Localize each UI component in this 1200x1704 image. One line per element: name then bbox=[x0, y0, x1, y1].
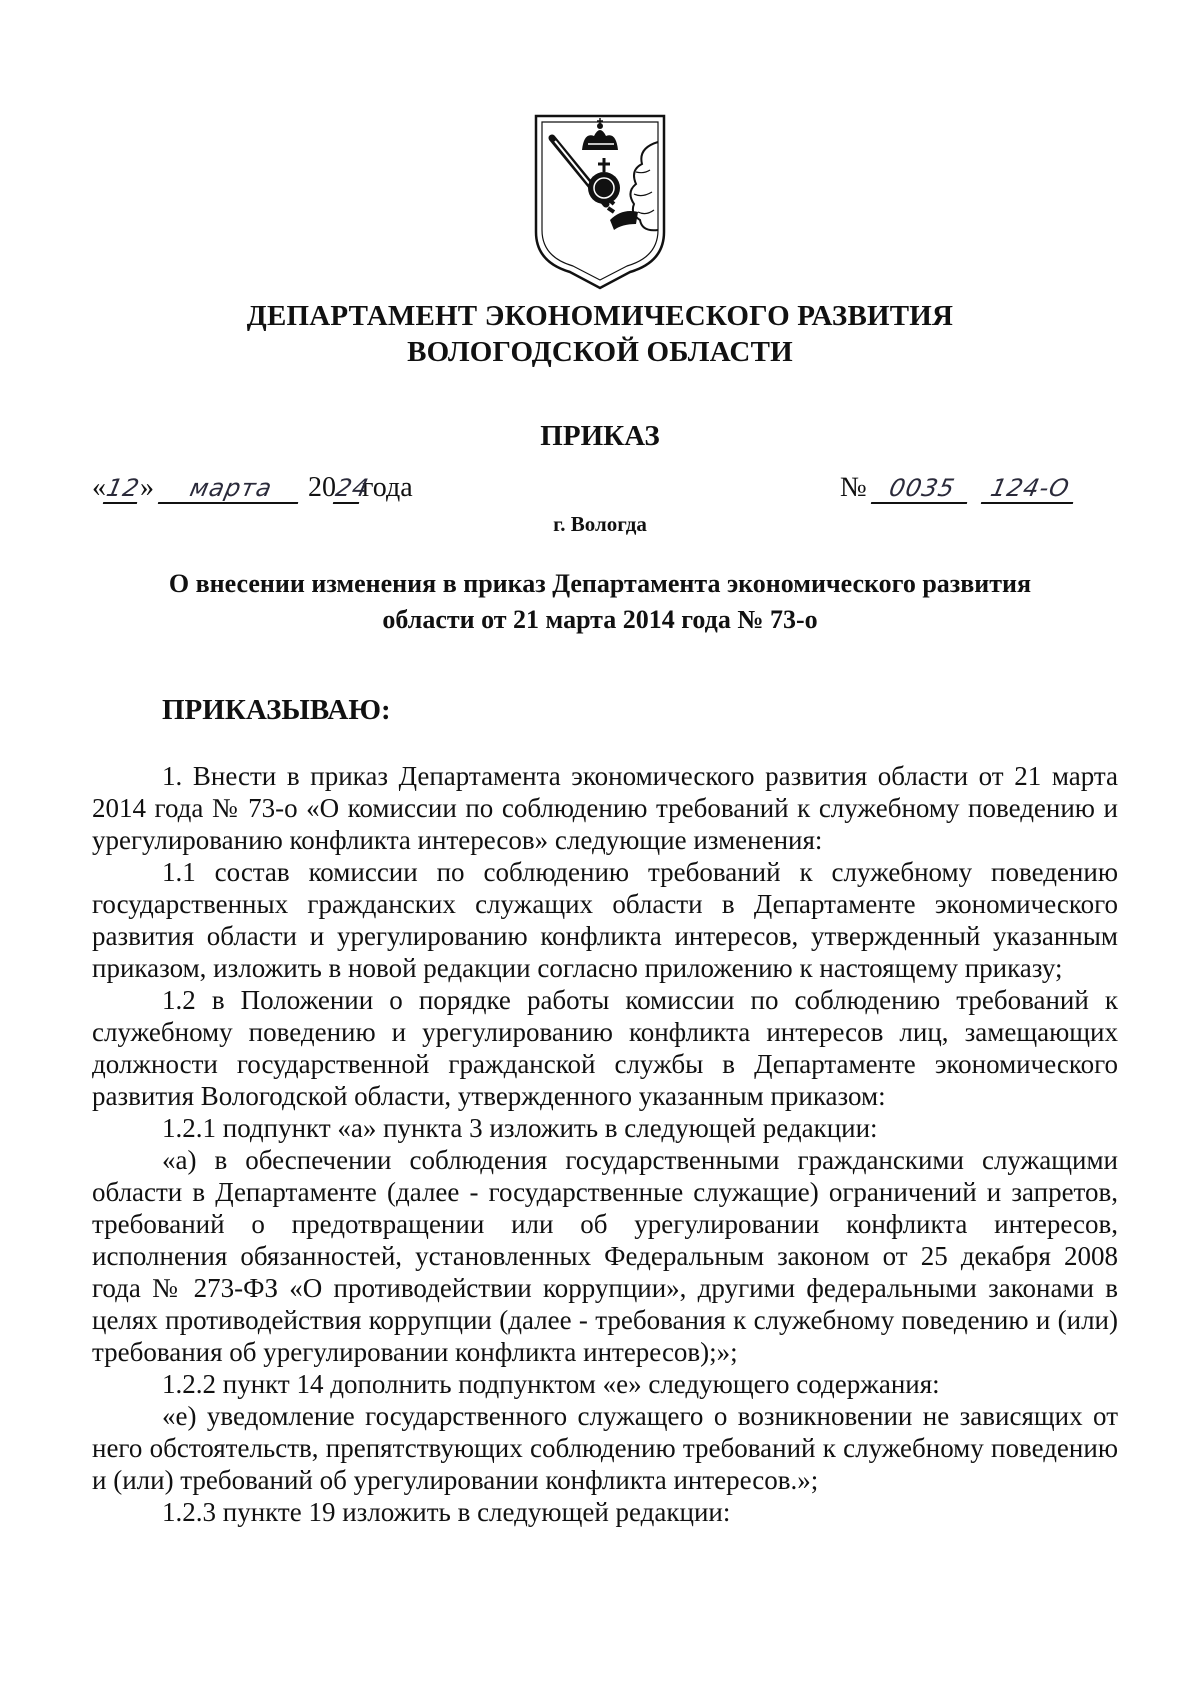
date-year-word: года bbox=[362, 472, 413, 503]
number-sign: № bbox=[840, 472, 867, 503]
date-close-quote: » bbox=[140, 472, 154, 503]
paragraph-1: 1. Внести в приказ Департамента экономического развития области от 21 марта 2014 года № 73-о «О комиссии по соблюдению требований к служебному поведению и урегулированию конфликта интересов» следующие изменения: bbox=[92, 761, 1118, 855]
document-type: ПРИКАЗ bbox=[540, 420, 660, 452]
paragraph-quote-a: «а) в обеспечении соблюдения государственными гражданскими служащими области в Департаменте (далее - государственные служащие) ограничений и запретов, требований о предотвращении или об урегулировании конфликта интересов, исполнения обязанностей, установленных Федеральным законом от 25 декабря 2008 года № 273-ФЗ «О противодействии коррупции», другими федеральными законами в целях противодействия коррупции (далее - требования к служебному поведению и (или) требования об урегулировании конфликта интересов);»; bbox=[92, 1145, 1118, 1367]
title-line-2: области от 21 марта 2014 года № 73-о bbox=[382, 605, 818, 634]
order-number bbox=[840, 472, 1076, 504]
paragraph-quote-e: «е) уведомление государственного служащего о возникновении не зависящих от него обстоятельств, препятствующих соблюдению требований к служебному поведению и (или) требований об урегулировании конфликта интересов.»; bbox=[92, 1401, 1118, 1495]
document-body bbox=[92, 760, 1118, 1528]
paragraph-1-2-2: 1.2.2 пункт 14 дополнить подпунктом «е» следующего содержания: bbox=[162, 1369, 940, 1399]
orders-heading: ПРИКАЗЫВАЮ: bbox=[162, 694, 391, 726]
paragraph-1-2: 1.2 в Положении о порядке работы комиссии по соблюдению требований к служебному поведению и урегулированию конфликта интересов лиц, замещающих должности государственной гражданской службы в Департаменте экономического развития Вологодской области, утвержденного указанным приказом: bbox=[92, 985, 1118, 1111]
order-date bbox=[92, 472, 413, 504]
paragraph-1-2-3: 1.2.3 пункте 19 изложить в следующей редакции: bbox=[162, 1497, 731, 1527]
title-line-1: О внесении изменения в приказ Департамента экономического развития bbox=[168, 569, 1032, 598]
city-name: г. Вологда bbox=[553, 512, 647, 536]
document-title bbox=[100, 566, 1100, 638]
date-day-handwritten: 12 bbox=[103, 474, 143, 502]
coat-of-arms-emblem bbox=[530, 112, 670, 290]
date-year-prefix: 20 bbox=[308, 472, 336, 503]
date-open-quote: « bbox=[92, 472, 106, 503]
paragraph-1-2-1: 1.2.1 подпункт «а» пункта 3 изложить в следующей редакции: bbox=[162, 1113, 878, 1143]
organization-name-line-1: ДЕПАРТАМЕНТ ЭКОНОМИЧЕСКОГО РАЗВИТИЯ bbox=[246, 300, 954, 332]
paragraph-1-1: 1.1 состав комиссии по соблюдению требований к служебному поведению государственных гражданских служащих области в Департаменте экономического развития области и урегулированию конфликта интересов, утвержденный указанным приказом, изложить в новой редакции согласно приложению к настоящему приказу; bbox=[92, 857, 1118, 983]
date-year-handwritten: 24 bbox=[333, 474, 372, 502]
organization-name-line-2: ВОЛОГОДСКОЙ ОБЛАСТИ bbox=[407, 336, 793, 368]
number-suffix-handwritten: 124-О bbox=[981, 474, 1079, 504]
number-value-handwritten: 0035 bbox=[871, 474, 973, 504]
date-month-handwritten: марта bbox=[158, 474, 304, 504]
